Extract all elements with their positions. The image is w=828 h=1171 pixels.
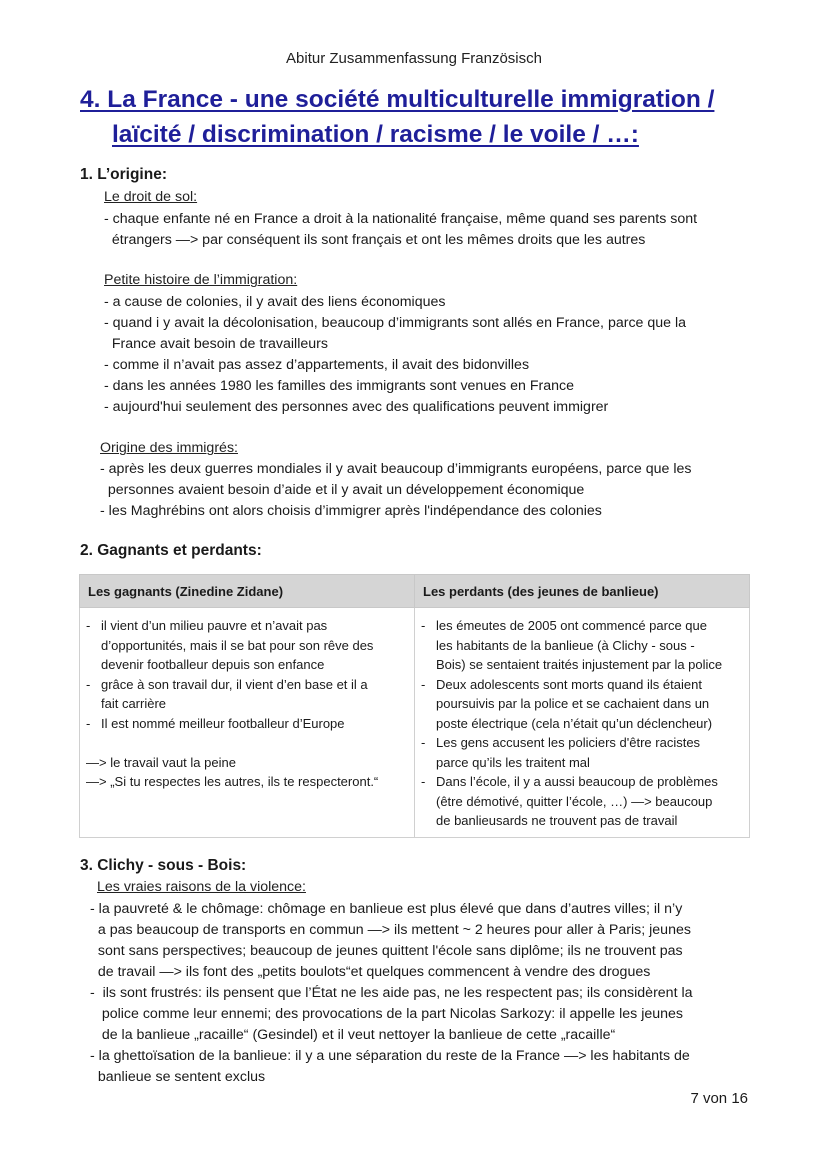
list-line: de la banlieue „racaille“ (Gesindel) et il veut nettoyer la banlieue de cette „racaille“ — [90, 1027, 616, 1043]
list-line: étrangers —> par conséquent ils sont français et ont les mêmes droits que les autres — [104, 232, 646, 248]
list-line: - dans les années 1980 les familles des immigrants sont venues en France — [104, 378, 575, 394]
raisons-label: Les vraies raisons de la violence: — [97, 879, 306, 895]
origine-list — [100, 459, 691, 522]
list-line: a pas beaucoup de transports en commun —> ils mettent ~ 2 heures pour aller à Paris; jeunes — [90, 922, 691, 938]
table-cell-line: poste électrique (cela n’était qu’un déclencheur) — [436, 715, 713, 731]
table-cell-line: les habitants de la banlieue (à Clichy - sous - — [436, 637, 695, 653]
chapter-title-line-2: laïcité / discrimination / racisme / le voile / …: — [112, 121, 639, 148]
list-line: - quand i y avait la décolonisation, beaucoup d’immigrants sont allés en France, parce que la — [104, 315, 687, 331]
list-line: personnes avaient besoin d’aide et il y avait un développement économique — [100, 482, 585, 498]
table-cell-line: - Dans l’école, il y a aussi beaucoup de problèmes — [421, 772, 743, 792]
list-line: - chaque enfante né en France a droit à la nationalité française, même quand ses parents sont — [104, 211, 698, 227]
page-number: 7 von 16 — [690, 1090, 748, 1107]
table-cell-line: - grâce à son travail dur, il vient d’en base et il a — [86, 675, 408, 695]
table-cell-line: - Il est nommé meilleur footballeur d’Europe — [86, 714, 408, 734]
list-line: de travail —> ils font des „petits boulots“et quelques commencent à vendre des drogues — [90, 964, 651, 980]
table-cell-line: Bois) se sentaient traités injustement par la police — [436, 657, 723, 672]
section-2-heading: 2. Gagnants et perdants: — [80, 542, 262, 559]
droit-de-sol-list — [104, 209, 697, 251]
column-header-losers: Les perdants (des jeunes de banlieue) — [415, 575, 750, 608]
list-line: - après les deux guerres mondiales il y avait beaucoup d’immigrants européens, parce que les — [100, 461, 692, 477]
column-header-winners: Les gagnants (Zinedine Zidane) — [80, 575, 415, 608]
chapter-title-line-1: 4. La France - une société multiculturelle immigration / — [80, 86, 715, 113]
list-line: - comme il n’avait pas assez d’appartements, il avait des bidonvilles — [104, 357, 530, 373]
table-cell-line: —> „Si tu respectes les autres, ils te respecteront.“ — [86, 774, 379, 789]
list-line: - la ghettoïsation de la banlieue: il y a une séparation du reste de la France —> les habitants de — [90, 1048, 690, 1064]
list-line: police comme leur ennemi; des provocations de la part Nicolas Sarkozy: il appelle les jeunes — [90, 1006, 684, 1022]
list-line: - a cause de colonies, il y avait des liens économiques — [104, 294, 446, 310]
table-row — [80, 608, 750, 838]
list-line: sont sans perspectives; beaucoup de jeunes quittent l'école sans diplôme; ils ne trouvent pas — [90, 943, 683, 959]
droit-de-sol-label: Le droit de sol: — [104, 189, 198, 205]
table-header-row — [80, 575, 750, 608]
table-cell-line: parce qu’ils les traitent mal — [436, 754, 590, 770]
table-cell-line: - les émeutes de 2005 ont commencé parce que — [421, 616, 743, 636]
table-cell-line: poursuivis par la police et se cachaient dans un — [436, 696, 710, 711]
chapter-title — [80, 82, 770, 152]
table-cell-line: devenir footballeur depuis son enfance — [101, 657, 325, 672]
page-header: Abitur Zusammenfassung Französisch — [286, 50, 542, 67]
list-line: banlieue se sentent exclus — [90, 1069, 266, 1085]
section-3-heading: 3. Clichy - sous - Bois: — [80, 857, 247, 874]
list-line: France avait besoin de travailleurs — [104, 336, 328, 352]
list-line: - les Maghrébins ont alors choisis d’immigrer après l'indépendance des colonies — [100, 503, 602, 519]
table-cell-line — [86, 733, 408, 753]
table-cell-line: - Les gens accusent les policiers d'être racistes — [421, 733, 743, 753]
list-line: - la pauvreté & le chômage: chômage en banlieue est plus élevé que dans d’autres villes; il n’y — [90, 901, 683, 917]
table-cell-line: de banlieusards ne trouvent pas de travail — [436, 813, 678, 828]
losers-cell — [415, 608, 750, 838]
list-line: - ils sont frustrés: ils pensent que l’État ne les aide pas, ne les respectent pas; ils considèrent la — [90, 985, 693, 1001]
table-cell-line: - il vient d’un milieu pauvre et n’avait pas — [86, 616, 408, 636]
histoire-label: Petite histoire de l’immigration: — [104, 272, 298, 288]
histoire-list — [104, 292, 686, 418]
table-cell-line: —> le travail vaut la peine — [86, 754, 236, 770]
raisons-list — [90, 899, 693, 1088]
winners-losers-table — [79, 574, 750, 838]
section-1-heading: 1. L’origine: — [80, 166, 167, 183]
table-cell-line: (être démotivé, quitter l’école, …) —> beaucoup — [436, 793, 713, 809]
winners-cell — [80, 608, 415, 838]
origine-label: Origine des immigrés: — [100, 440, 238, 456]
table-cell-line: - Deux adolescents sont morts quand ils étaient — [421, 675, 743, 695]
list-line: - aujourd'hui seulement des personnes avec des qualifications peuvent immigrer — [104, 399, 609, 415]
table-cell-line: d’opportunités, mais il se bat pour son rêve des — [101, 637, 374, 653]
table-cell-line: fait carrière — [101, 696, 167, 711]
